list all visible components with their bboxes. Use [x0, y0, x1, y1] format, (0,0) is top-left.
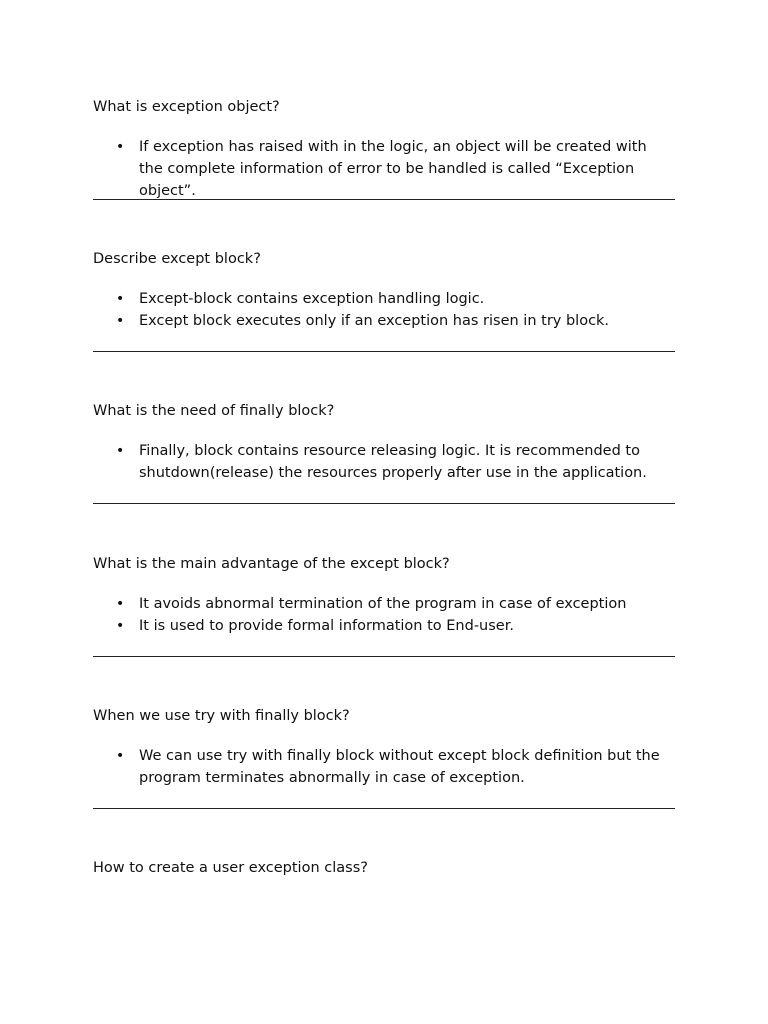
section-divider — [93, 351, 675, 352]
answer-text: Finally, block contains resource releasing logic. It is recommended to shutdown(release) the resources properly after use in the application. — [139, 443, 647, 481]
faq-section — [93, 248, 675, 332]
answer-item — [93, 136, 675, 202]
answer-item — [93, 310, 675, 332]
answer-text: If exception has raised with in the logic, an object will be created with the complete information of error to be handled is called “Exception object”. — [139, 139, 647, 199]
answer-item — [93, 745, 675, 789]
question-heading: What is the need of finally block? — [93, 403, 335, 419]
faq-section — [93, 857, 675, 879]
bullet-icon: • — [116, 313, 125, 329]
section-divider — [93, 503, 675, 504]
faq-section — [93, 553, 675, 637]
answer-item — [93, 288, 675, 310]
answer-text: Except block executes only if an exception has risen in try block. — [139, 313, 610, 329]
section-divider — [93, 656, 675, 657]
bullet-icon: • — [116, 443, 125, 459]
question-heading: What is the main advantage of the except block? — [93, 556, 450, 572]
question-heading: How to create a user exception class? — [93, 860, 368, 876]
answer-text: We can use try with finally block without except block definition but the program terminates abnormally in case of exception. — [139, 748, 660, 786]
answer-list — [93, 745, 675, 789]
answer-item — [93, 615, 675, 637]
answer-item — [93, 440, 675, 484]
bullet-icon: • — [116, 139, 125, 155]
answer-text: It is used to provide formal information to End-user. — [139, 618, 514, 634]
answer-text: Except-block contains exception handling logic. — [139, 291, 485, 307]
section-divider — [93, 808, 675, 809]
faq-section — [93, 400, 675, 484]
question-heading: Describe except block? — [93, 251, 261, 267]
answer-list — [93, 136, 675, 202]
section-divider — [93, 199, 675, 200]
bullet-icon: • — [116, 618, 125, 634]
faq-section — [93, 96, 675, 202]
answer-list — [93, 440, 675, 484]
answer-list — [93, 288, 675, 332]
answer-text: It avoids abnormal termination of the program in case of exception — [139, 596, 627, 612]
answer-list — [93, 593, 675, 637]
question-heading: When we use try with finally block? — [93, 708, 350, 724]
question-heading: What is exception object? — [93, 99, 280, 115]
faq-section — [93, 705, 675, 789]
bullet-icon: • — [116, 596, 125, 612]
bullet-icon: • — [116, 748, 125, 764]
answer-item — [93, 593, 675, 615]
bullet-icon: • — [116, 291, 125, 307]
